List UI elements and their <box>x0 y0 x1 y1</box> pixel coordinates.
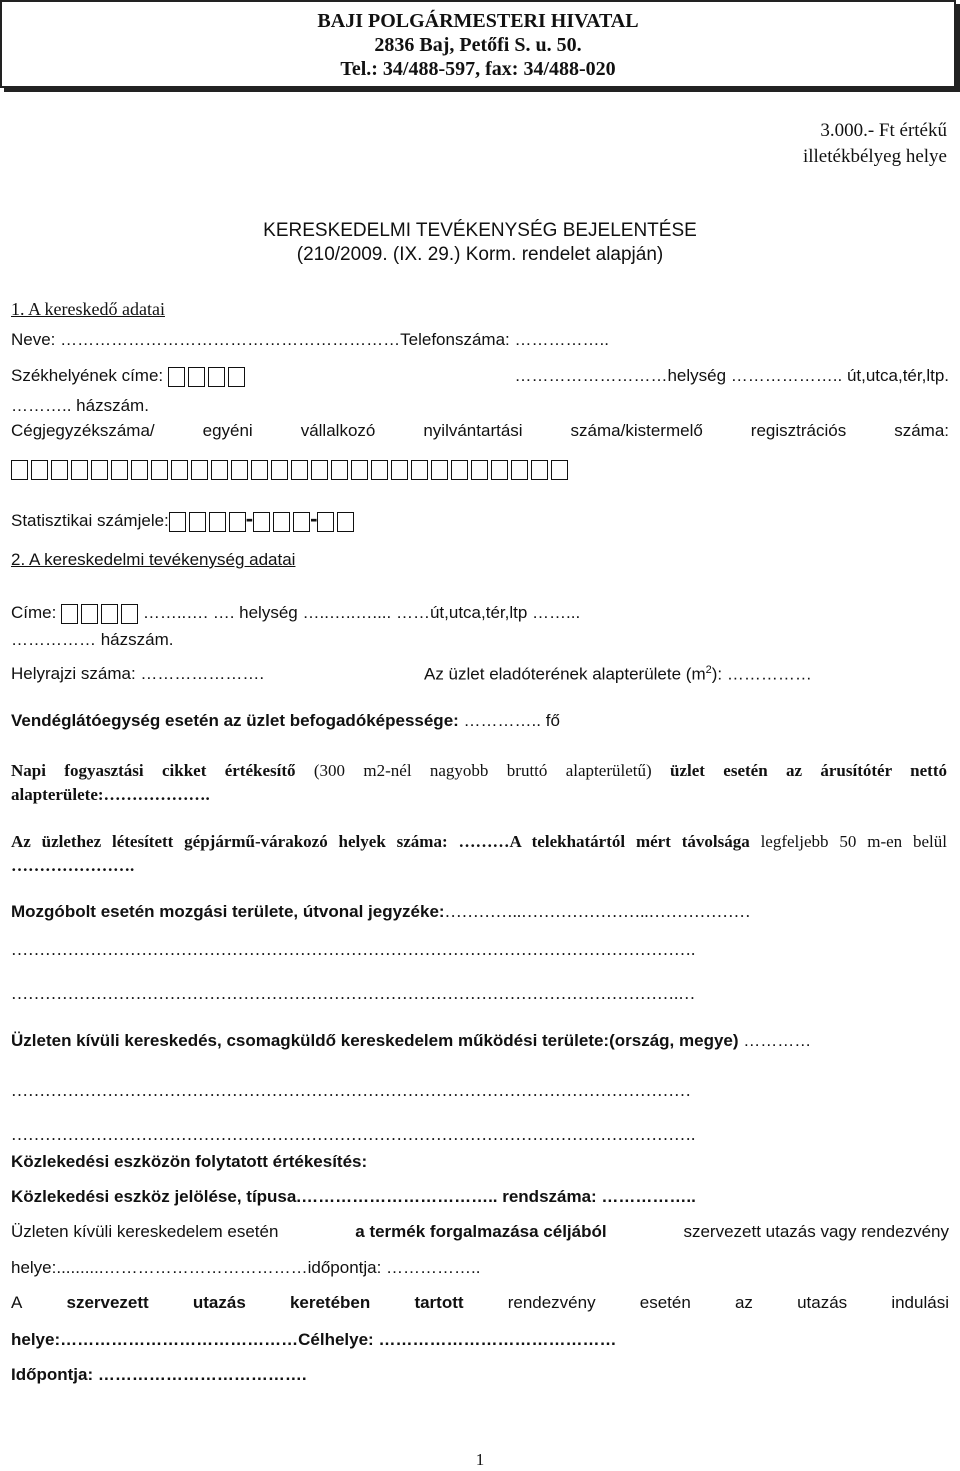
reg-word: száma/kistermelő <box>570 421 703 440</box>
trip-word: esetén <box>639 1293 691 1312</box>
trip-word: tartott <box>414 1293 464 1312</box>
reg-word: vállalkozó <box>300 421 376 440</box>
mobile-dots-line1[interactable]: …………………………………………………………………………………………………………. <box>11 940 696 959</box>
capacity-label: Vendéglátóegység esetén az üzlet befogadóképessége: <box>11 711 459 730</box>
outside-label: Üzleten kívüli kereskedés, csomagküldő kereskedelem működési területe:(ország, megye) <box>11 1031 739 1050</box>
vehicle-line[interactable]: Közlekedési eszköz jelölése, típusa.…………………………….. rendszáma: …………….. <box>11 1187 696 1206</box>
trip-word: keretében <box>289 1293 371 1312</box>
reg-word: száma: <box>894 421 949 440</box>
reg-number-box[interactable] <box>51 460 68 480</box>
parking-normal: legfeljebb 50 m-en belül <box>760 832 948 851</box>
outside-blank: ………… <box>743 1031 812 1050</box>
office-address: 2836 Baj, Petőfi S. u. 50. <box>374 34 582 56</box>
parking-paragraph[interactable] <box>11 830 947 878</box>
reg-number-box[interactable] <box>111 460 128 480</box>
reg-number-box[interactable] <box>551 460 568 480</box>
sales-area-field[interactable] <box>424 664 812 685</box>
trip-word: utazás <box>797 1293 848 1312</box>
reg-number-box[interactable] <box>251 460 268 480</box>
reg-number-box[interactable] <box>511 460 528 480</box>
organized-bold: a termék forgalmazása céljából <box>355 1222 607 1241</box>
seat-address-fields[interactable]: ………………………helység ……………….. út,utca,tér,ltp. <box>514 366 949 385</box>
section1-heading: 1. A kereskedő adatai <box>11 299 165 319</box>
reg-number-box[interactable] <box>271 460 288 480</box>
trip-word: rendezvény <box>507 1293 596 1312</box>
seat-zip-boxes[interactable] <box>168 367 245 387</box>
stat-boxes-part2[interactable] <box>253 512 310 532</box>
reg-number-box[interactable] <box>471 460 488 480</box>
reg-number-box[interactable] <box>491 460 508 480</box>
stat-boxes-part3[interactable] <box>317 512 354 532</box>
daily-normal: (300 m2-nél nagyobb bruttó alapterületű) <box>313 761 652 780</box>
shop-address-line <box>11 603 580 624</box>
mobile-blank: …………..…………………..……………… <box>444 902 751 921</box>
parking-bold1: Az üzlethez létesített gépjármű-várakozó helyek száma: ………A telekhatártól mért távolsága <box>11 832 750 851</box>
trip-word: szervezett <box>66 1293 149 1312</box>
organized-place-line[interactable]: helye:..........………………………………időpontja: …………….. <box>11 1258 481 1277</box>
capacity-line[interactable] <box>11 711 560 731</box>
mobile-label: Mozgóbolt esetén mozgási területe, útvonal jegyzéke: <box>11 902 445 921</box>
reg-word: regisztrációs <box>750 421 847 440</box>
statistical-number-line <box>11 506 354 532</box>
reg-word: egyéni <box>202 421 253 440</box>
reg-number-box[interactable] <box>11 460 28 480</box>
trip-word: indulási <box>891 1293 949 1312</box>
registration-label-row <box>11 421 949 441</box>
daily-bold2: üzlet esetén az árusítótér nettó alapterülete:………………. <box>11 761 948 804</box>
office-name: BAJI POLGÁRMESTERI HIVATAL <box>317 10 639 32</box>
reg-number-box[interactable] <box>231 460 248 480</box>
reg-word: nyilvántartási <box>423 421 523 440</box>
stat-label: Statisztikai számjele: <box>11 511 169 530</box>
trip-time-line[interactable]: Időpontja: ………………………………. <box>11 1365 307 1384</box>
parking-bold2: …………………. <box>11 856 135 875</box>
seat-label: Székhelyének címe: <box>11 366 164 385</box>
capacity-blank: ………….. fő <box>463 711 560 730</box>
reg-number-box[interactable] <box>311 460 328 480</box>
reg-number-box[interactable] <box>351 460 368 480</box>
reg-number-box[interactable] <box>451 460 468 480</box>
reg-number-box[interactable] <box>91 460 108 480</box>
trip-word: utazás <box>192 1293 246 1312</box>
reg-number-box[interactable] <box>191 460 208 480</box>
reg-number-box[interactable] <box>31 460 48 480</box>
vehicle-heading: Közlekedési eszközön folytatott értékesítés: <box>11 1152 368 1171</box>
stamp-line2: illetékbélyeg helye <box>802 146 947 167</box>
outside-dots-line1[interactable]: ………………………………………………………………………………………………………… <box>11 1081 691 1100</box>
outside-trade-line[interactable] <box>11 1031 811 1051</box>
reg-number-box[interactable] <box>531 460 548 480</box>
form-title-main: KERESKEDELMI TEVÉKENYSÉG BEJELENTÉSE <box>263 220 697 241</box>
trip-word: A <box>11 1293 23 1312</box>
reg-number-box[interactable] <box>431 460 448 480</box>
trip-row <box>11 1293 949 1313</box>
shop-zip-boxes[interactable] <box>61 604 138 624</box>
mobile-shop-line[interactable] <box>11 902 751 922</box>
merchant-name-line[interactable]: Neve: ……………………………………………………Telefonszáma: …………….. <box>11 330 609 349</box>
form-title-sub: (210/2009. (IX. 29.) Korm. rendelet alapján) <box>296 244 664 265</box>
outside-dots-line2[interactable]: …………………………………………………………………………………………………………. <box>11 1125 696 1144</box>
reg-number-box[interactable] <box>211 460 228 480</box>
seat-address-line <box>11 366 949 387</box>
dash: - <box>245 506 254 531</box>
shop-house-number[interactable]: …………… házszám. <box>11 630 174 649</box>
reg-number-box[interactable] <box>411 460 428 480</box>
reg-number-box[interactable] <box>331 460 348 480</box>
area-sup: 2 <box>705 664 712 676</box>
section2-heading: 2. A kereskedelmi tevékenység adatai <box>11 550 296 569</box>
organized-p2: szervezett utazás vagy rendezvény <box>683 1222 949 1241</box>
reg-number-box[interactable] <box>291 460 308 480</box>
office-header <box>0 0 956 88</box>
reg-number-box[interactable] <box>171 460 188 480</box>
topographic-number[interactable]: Helyrajzi száma: …………………. <box>11 664 265 683</box>
page-number: 1 <box>475 1450 485 1469</box>
registration-number-boxes[interactable] <box>11 458 568 480</box>
trip-place-line[interactable]: helye:……………………………………Célhelye: …………………………………… <box>11 1330 617 1349</box>
stat-boxes-part1[interactable] <box>169 512 246 532</box>
area-label: Az üzlet eladóterének alapterülete (m <box>424 664 706 684</box>
daily-goods-paragraph[interactable] <box>11 759 947 807</box>
address-label: Címe: <box>11 603 57 622</box>
form-title <box>0 219 960 267</box>
stamp-placeholder <box>803 118 947 170</box>
seat-house-number[interactable]: ……….. házszám. <box>11 396 149 415</box>
office-phone: Tel.: 34/488-597, fax: 34/488-020 <box>340 58 616 80</box>
trip-word: az <box>734 1293 753 1312</box>
organized-p1: Üzleten kívüli kereskedelem esetén <box>11 1222 279 1241</box>
reg-number-box[interactable] <box>371 460 388 480</box>
mobile-dots-line2[interactable]: ……………………………………………………………………………………………………….… <box>11 984 696 1003</box>
reg-number-box[interactable] <box>71 460 88 480</box>
organized-event-row <box>11 1222 949 1242</box>
reg-number-box[interactable] <box>391 460 408 480</box>
reg-number-box[interactable] <box>151 460 168 480</box>
dash: - <box>310 506 318 531</box>
reg-word: Cégjegyzékszáma/ <box>11 421 155 440</box>
daily-bold1: Napi fogyasztási cikket értékesítő <box>11 761 296 780</box>
reg-number-box[interactable] <box>131 460 148 480</box>
stamp-line1: 3.000.- Ft értékű <box>820 120 947 141</box>
area-blank: ): …………… <box>711 664 812 684</box>
shop-address-fields[interactable]: ……..…. …. helység …..…..….... ……út,utca,tér,ltp ……... <box>142 603 581 622</box>
